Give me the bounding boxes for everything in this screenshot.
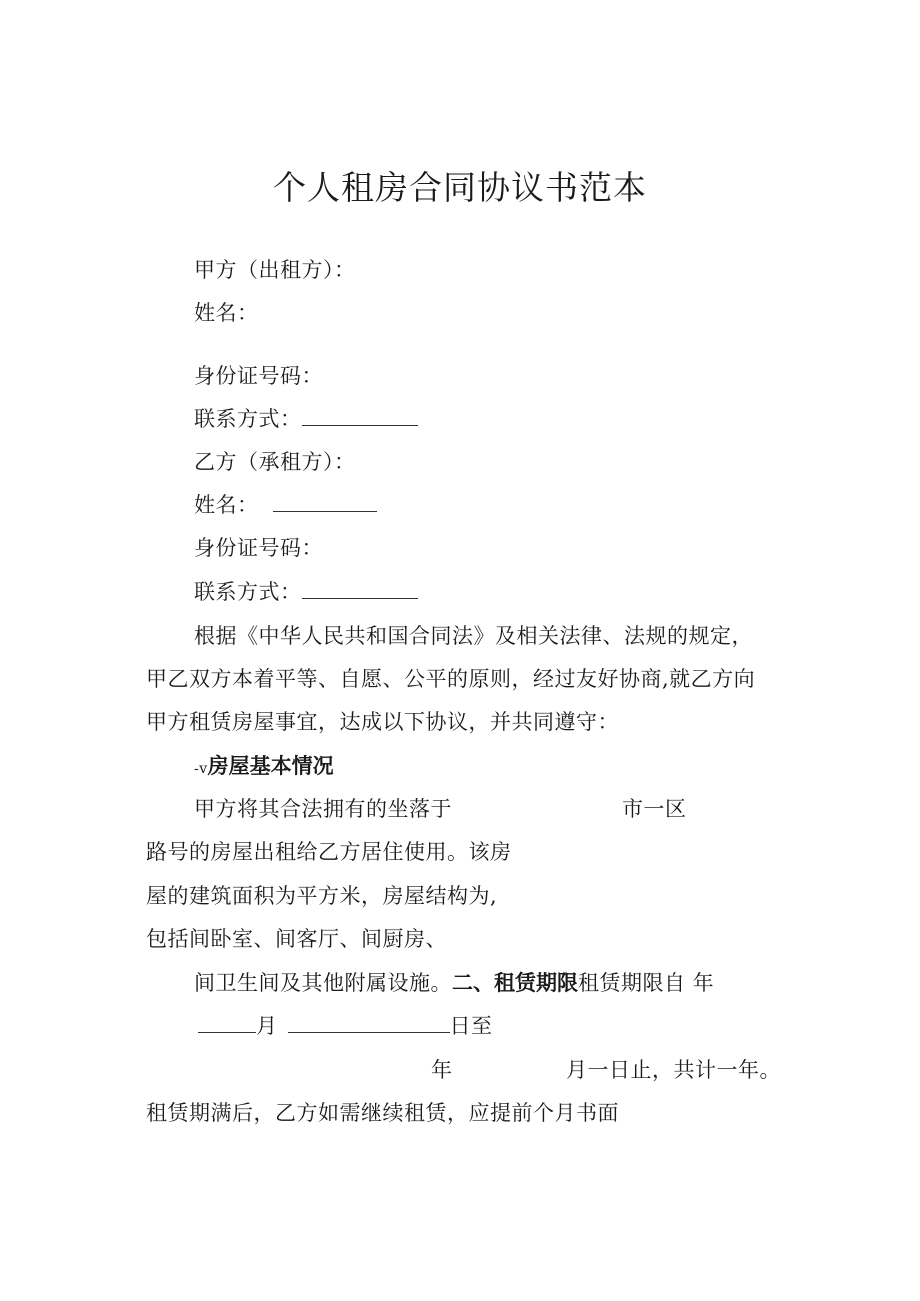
party-b-id-label: 身份证号码： (194, 536, 323, 560)
intro-line-3: 甲方租赁房屋事宜，达成以下协议，并共同遵守： (146, 710, 619, 734)
section-2-line-3: 月一日止，共计一年。 (566, 1058, 781, 1082)
intro-line-2: 甲乙双方本着平等、自愿、公平的原则，经过友好协商,就乙方向 (146, 667, 756, 691)
document-title: 个人租房合同协议书范本 (273, 168, 647, 207)
party-a-contact-blank (302, 424, 418, 426)
intro-line-1: 根据《中华人民共和国合同法》及相关法律、法规的规定， (194, 624, 753, 648)
section-2-day-label: 日至 (449, 1014, 493, 1038)
party-b-contact-label: 联系方式： (194, 580, 302, 604)
section-1-line-3: 屋的建筑面积为平方米，房屋结构为, (146, 884, 498, 908)
section-2-line-2 (198, 1016, 493, 1037)
section-1-prefix: -v (194, 761, 208, 777)
section-2-heading-row (194, 973, 714, 994)
section-2-line-4: 租赁期满后，乙方如需继续租赁，应提前个月书面 (146, 1101, 619, 1125)
section-1-line-2: 路号的房屋出租给乙方居住使用。该房 (146, 840, 512, 864)
party-a-id-label: 身份证号码： (194, 364, 323, 388)
section-2-heading: 二、租赁期限 (452, 971, 578, 995)
party-b-name-blank (273, 510, 377, 512)
section-1-line-1b: 市一区 (622, 797, 687, 821)
section-2-year-label: 年 (431, 1058, 453, 1082)
party-b-contact-blank (302, 597, 418, 599)
day-blank (288, 1031, 450, 1033)
section-2-month-label: 月 (256, 1014, 278, 1038)
party-b-name-row (194, 495, 377, 516)
party-b-heading: 乙方（承租方）： (194, 450, 356, 474)
party-a-heading: 甲方（出租方）： (194, 258, 356, 282)
party-a-name-label: 姓名： (194, 301, 259, 325)
month-blank (198, 1031, 256, 1033)
section-1-heading: 房屋基本情况 (207, 754, 334, 778)
party-b-name-label: 姓名： (194, 493, 259, 517)
section-1-heading-row (194, 756, 334, 777)
section-1-line-1a: 甲方将其合法拥有的坐落于 (194, 797, 452, 821)
section-1-line-4: 包括间卧室、间客厅、间厨房、 (146, 927, 447, 951)
party-a-contact-row (194, 409, 418, 430)
party-a-contact-label: 联系方式： (194, 407, 302, 431)
party-b-contact-row (194, 582, 418, 603)
section-2-line-1: 租赁期限自 年 (578, 971, 715, 995)
section-1-line-5: 间卫生间及其他附属设施。 (194, 971, 452, 995)
